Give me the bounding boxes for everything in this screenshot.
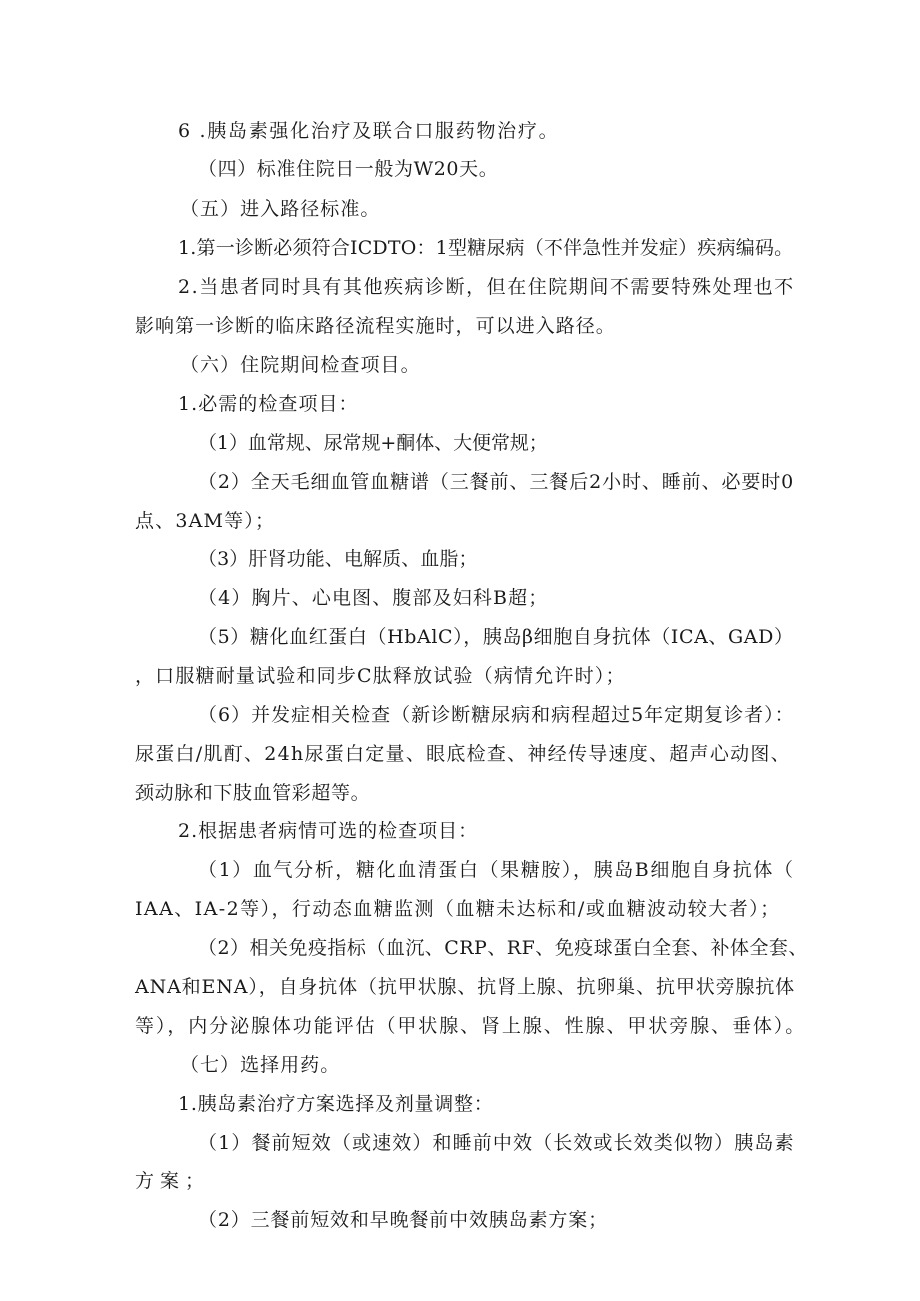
text-line: （五）进入路径标准。 [180,198,381,220]
text-line: （1）血气分析，糖化血清蛋白（果糖胺），胰岛B细胞自身抗体（ [198,859,795,881]
text-line: （七）选择用药。 [180,1054,341,1076]
text-line: 影响第一诊断的临床路径流程实施时，可以进入路径。 [135,315,616,337]
text-line: （四）标准住院日一般为W20天。 [198,158,499,180]
text-line: （3）肝肾功能、电解质、血脂； [198,548,478,570]
text-line: 6 .胰岛素强化治疗及联合口服药物治疗。 [178,120,560,142]
text-line: （1）餐前短效（或速效）和睡前中效（长效或长效类似物）胰岛素 [198,1132,795,1154]
text-line: 1.胰岛素治疗方案选择及剂量调整： [178,1093,494,1115]
text-line: 1.必需的检查项目： [178,393,359,415]
text-line: 颈动脉和下肢血管彩超等。 [135,782,371,804]
text-line: 2.根据患者病情可选的检查项目： [178,820,479,842]
text-line: （2）全天毛细血管血糖谱（三餐前、三餐后2小时、睡前、必要时0 [198,471,795,493]
text-line: 尿蛋白/肌酊、24h尿蛋白定量、眼底检查、神经传导速度、超声心动图、 [135,743,791,765]
text-line: （1）血常规、尿常规+酮体、大便常规； [198,432,548,454]
text-line: （4）胸片、心电图、腹部及妇科B超； [198,587,549,609]
text-line: IAA、IA-2等），行动态血糖监测（血糖未达标和/或血糖波动较大者）； [135,898,781,920]
text-line: 2.当患者同时具有其他疾病诊断，但在住院期间不需要特殊处理也不 [178,276,795,298]
text-line: 点、3AM等）； [135,510,276,532]
text-line: 方案； [135,1170,211,1192]
text-line: （六）住院期间检查项目。 [180,354,421,376]
text-line: 等），内分泌腺体功能评估（甲状腺、肾上腺、性腺、甲状旁腺、垂体）。 [135,1015,807,1037]
text-line: 1.第一诊断必须符合ICDTO：1型糖尿病（不伴急性并发症）疾病编码。 [178,237,794,259]
text-line: ANA和ENA），自身抗体（抗甲状腺、抗肾上腺、抗卵巢、抗甲状旁腺抗体 [135,976,796,998]
text-line: （2）相关免疫指标（血沉、CRP、RF、免疫球蛋白全套、补体全套、 [198,937,808,959]
text-line: （2）三餐前短效和早晚餐前中效胰岛素方案； [198,1209,608,1231]
text-line: （5）糖化血红蛋白（HbAlC），胰岛β细胞自身抗体（ICA、GAD） [198,626,794,648]
text-line: ，口服糖耐量试验和同步C肽释放试验（病情允许时）； [135,665,626,687]
text-line: （6）并发症相关检查（新诊断糖尿病和病程超过5年定期复诊者）： [198,704,795,726]
